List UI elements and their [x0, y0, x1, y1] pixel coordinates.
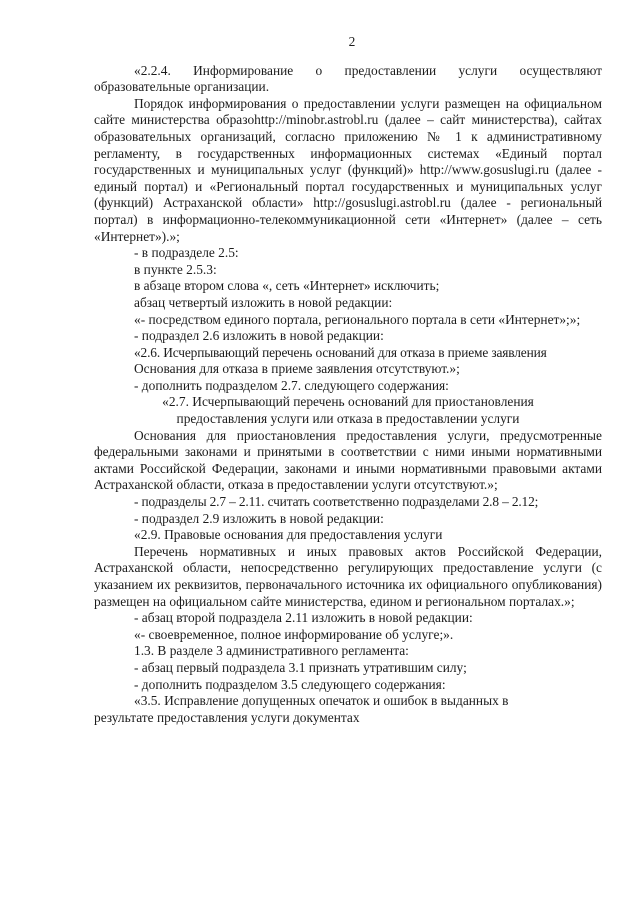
paragraph: - подразделы 2.7 – 2.11. считать соответственно подразделами 2.8 – 2.12;	[134, 494, 539, 510]
paragraph: - абзац первый подраздела 3.1 признать утратившим силу;	[134, 659, 467, 675]
paragraph: - подраздел 2.6 изложить в новой редакции:	[134, 328, 384, 344]
document-body	[94, 63, 602, 727]
paragraph: «- посредством единого портала, регионального портала в сети «Интернет»;»;	[134, 311, 581, 327]
paragraph: «2.9. Правовые основания для предоставления услуги	[134, 527, 443, 543]
paragraph: результате предоставления услуги документах	[94, 709, 360, 725]
paragraph: Основания для отказа в приеме заявления отсутствуют.»;	[134, 361, 460, 377]
paragraph: «3.5. Исправление допущенных опечаток и ошибок в выданных в	[134, 693, 509, 709]
paragraph: 1.3. В разделе 3 административного регламента:	[134, 643, 409, 659]
page-number: 2	[348, 34, 356, 49]
paragraph: предоставления услуги или отказа в предоставлении услуги	[176, 411, 520, 427]
paragraph: - абзац второй подраздела 2.11 изложить в новой редакции:	[134, 610, 473, 626]
paragraph: - в подразделе 2.5:	[134, 245, 239, 261]
paragraph: «2.7. Исчерпывающий перечень оснований для приостановления	[162, 394, 534, 410]
paragraph: абзац четвертый изложить в новой редакции:	[134, 294, 393, 310]
paragraph: «2.2.4. Информирование о предоставлении услуги осуществляют образовательные организации.	[94, 62, 602, 95]
paragraph: - дополнить подразделом 2.7. следующего содержания:	[134, 377, 449, 393]
paragraph: - подраздел 2.9 изложить в новой редакции:	[134, 510, 384, 526]
paragraph: в пункте 2.5.3:	[134, 261, 217, 277]
paragraph: «- своевременное, полное информирование об услуге;».	[134, 626, 454, 642]
paragraph: Порядок информирования о предоставлении услуги размещен на официальном сайте министерства образоhttp://minobr.astrobl.ru (далее – сайт министерства), сайтах образовательных организаций, согласно приложению № 1 к административному регламенту, в государственных информационных системах «Единый портал государственных и муниципальных услуг (функций)» http://www.gosuslugi.ru (далее - единый портал) и «Региональный портал государственных и муниципальных услуг (функций) Астраханской области» http://gosuslugi.astrobl.ru (далее - региональный портал) в информационно-телекоммуникационной сети «Интернет» (далее – сеть «Интернет»).»;	[94, 95, 602, 244]
paragraph: Основания для приостановления предоставления услуги, предусмотренные федеральными законами и принятыми в соответствии с ними иными нормативными актами Российской Федерации, законами и иными нормативными правовыми актами Астраханской области, отказа в предоставлении услуги отсутствуют.»;	[94, 427, 602, 493]
paragraph: Перечень нормативных и иных правовых актов Российской Федерации, Астраханской области, непосредственно регулирующих предоставление услуги (с указанием их реквизитов, первоначального источника их официального опубликования) размещен на официальном сайте министерства, едином и региональном порталах.»;	[94, 543, 602, 609]
paragraph: в абзаце втором слова «, сеть «Интернет» исключить;	[134, 278, 440, 294]
paragraph: - дополнить подразделом 3.5 следующего содержания:	[134, 676, 446, 692]
paragraph: «2.6. Исчерпывающий перечень оснований для отказа в приеме заявления	[134, 344, 547, 360]
